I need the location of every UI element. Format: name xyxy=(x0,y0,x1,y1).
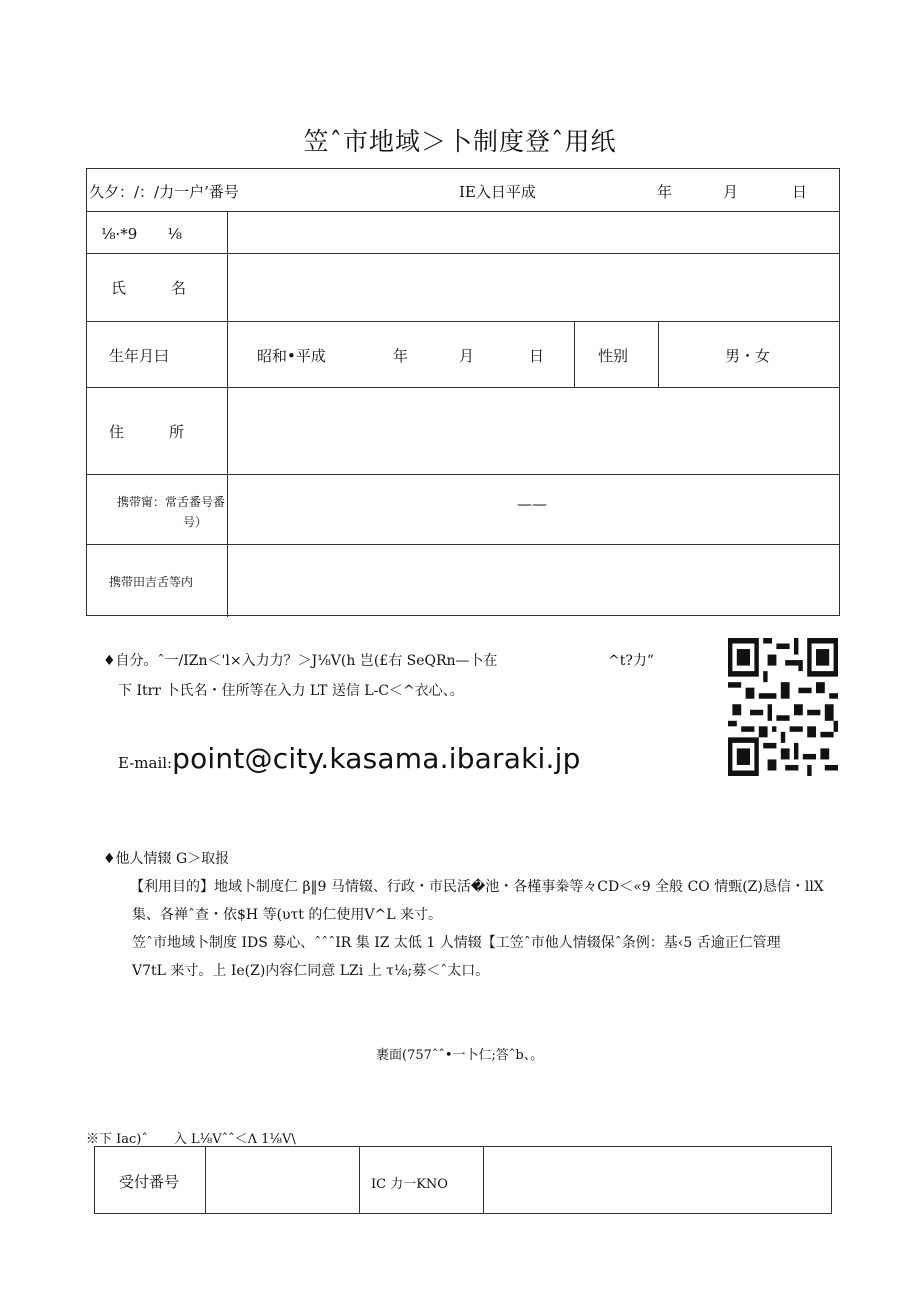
entry-day-label: 日 xyxy=(792,183,808,201)
row-divider xyxy=(87,253,839,254)
name-label: 氏 名 xyxy=(111,279,187,297)
furigana-label: ⅛·*9 ⅛ xyxy=(101,225,182,243)
qr-instruction-cont: 下 Itrr 卜氏名・住所等在入力 LT 送信 L-C＜^衣心、。 xyxy=(118,683,464,699)
receipt-number-label: 受付番号 xyxy=(119,1173,180,1191)
qr-instruction: ♦自分。ˆ一/IZn＜'l×入力力？＞J⅛V(h 岂(£右 SeQRn—卜在 xyxy=(103,653,498,669)
mobile-email-field[interactable] xyxy=(232,551,832,611)
row-divider xyxy=(87,321,839,322)
furigana-field[interactable] xyxy=(232,217,832,249)
email-label: E-mail: xyxy=(118,754,173,772)
qr-code-icon[interactable] xyxy=(728,638,838,776)
qr-instruction-right: ^t?力” xyxy=(608,653,655,669)
column-divider xyxy=(205,1147,206,1213)
reception-table xyxy=(94,1146,832,1214)
privacy-purpose-cont: 集、各禅ˆ查・依$H 等(υτt 的仁使用V^L 来寸。 xyxy=(132,907,442,923)
row-divider xyxy=(87,474,839,475)
birth-date-label: 生年月曰 xyxy=(109,347,170,365)
phone-separator: —— xyxy=(517,495,547,513)
office-use-note: ※下 Iac)ˆ 入 L⅛Vˆˆ＜Λ 1⅛V\ xyxy=(86,1132,296,1147)
privacy-heading: ♦他人情辍 G＞取报 xyxy=(103,851,230,867)
birth-era-label: 昭和•平成 xyxy=(257,347,326,365)
birth-day-label: 日 xyxy=(529,347,545,365)
row-divider xyxy=(87,387,839,388)
gender-choice[interactable]: 男・女 xyxy=(725,347,771,365)
entry-month-label: 月 xyxy=(723,183,739,201)
address-field[interactable] xyxy=(232,393,832,469)
entry-date-label: IE入日平成 xyxy=(459,183,536,201)
page-title: 笠ˆ市地域＞卜制度登ˆ用纸 xyxy=(303,127,617,156)
row-divider xyxy=(87,211,839,212)
phone-label: 携带甯：常舌番号番 xyxy=(116,495,225,509)
receipt-number-field[interactable] xyxy=(210,1151,354,1209)
email-line xyxy=(118,742,581,775)
phone-label-cont: 号） xyxy=(182,515,207,529)
gender-label: 性别 xyxy=(598,347,629,365)
entry-year-label: 年 xyxy=(657,183,673,201)
column-divider xyxy=(483,1147,484,1213)
column-divider xyxy=(658,321,659,387)
ic-card-field[interactable] xyxy=(488,1151,826,1209)
column-divider xyxy=(227,211,228,617)
registration-form xyxy=(86,168,840,616)
row-divider xyxy=(87,544,839,545)
email-address-link[interactable]: point@city.kasama.ibaraki.jp xyxy=(172,742,581,775)
card-number-label: 久夕：/：/力一户’番号 xyxy=(89,183,239,201)
ic-card-label: IC 力一KNO xyxy=(371,1177,448,1192)
back-side-note: 裹面(757ˆˆ•一卜仁;答ˆb、。 xyxy=(376,1048,544,1063)
column-divider xyxy=(359,1147,360,1213)
mobile-email-label: 携带田吉舌等内 xyxy=(109,575,194,589)
privacy-management: 笠ˆ市地域卜制度 IDS 募心、ˆˆˆIR 集 IZ 太低 1 人情辍【工笠ˆ市他人情辍保ˆ条例：基‹5 舌逾正仁管理 xyxy=(132,935,781,951)
birth-month-label: 月 xyxy=(459,347,475,365)
column-divider xyxy=(574,321,575,387)
privacy-management-cont: V7tL 来寸。上 Ie(Z)内容仁同意 LZi 上 τ⅛;募＜ˆ太口。 xyxy=(132,963,490,979)
address-label: 住 所 xyxy=(109,423,185,441)
birth-year-label: 年 xyxy=(393,347,409,365)
name-field[interactable] xyxy=(232,259,832,317)
privacy-purpose: 【利用目的】地域卜制度仁 β‖9 马情辍、行政・市民活�池・各槿事桊等々CD＜«9 全般 CO 情甄(Z)恳信・llX xyxy=(130,879,824,895)
